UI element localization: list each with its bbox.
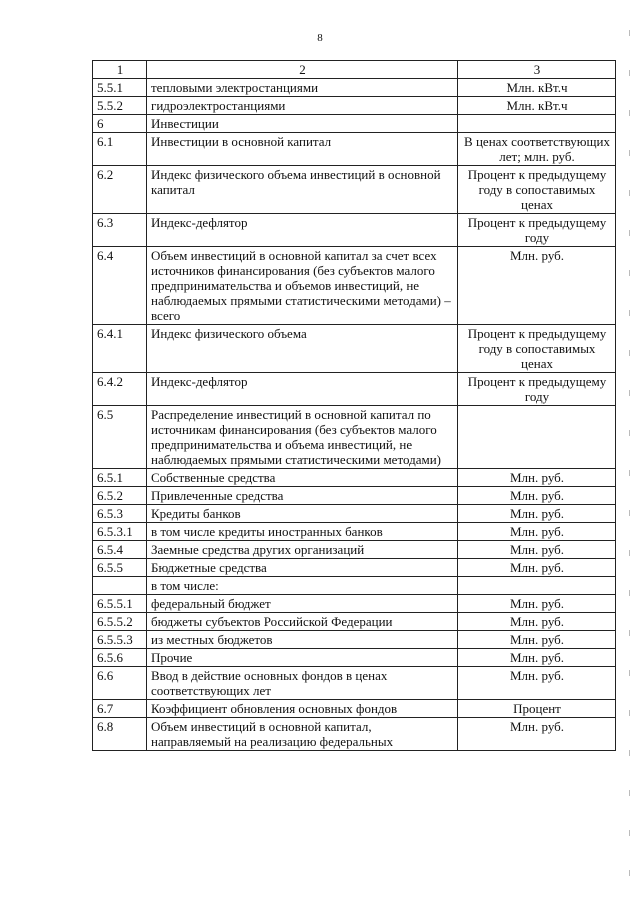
- table-row: [93, 487, 616, 505]
- row-name: Ввод в действие основных фондов в ценах соответствующих лет: [147, 667, 458, 700]
- table-row: [93, 406, 616, 469]
- row-name: Объем инвестиций в основной капитал за счет всех источников финансирования (без субъектов малого предпринимательства и объемов инвестиций, не наблюдаемых прямыми статистическими методами) – всего: [147, 247, 458, 325]
- table-row: [93, 595, 616, 613]
- row-code: 6: [93, 115, 147, 133]
- row-name: Собственные средства: [147, 469, 458, 487]
- table-header-row: [93, 61, 616, 79]
- table-row: [93, 133, 616, 166]
- row-unit: Млн. кВт.ч: [458, 97, 616, 115]
- row-code: 6.5.5.2: [93, 613, 147, 631]
- row-unit: Млн. руб.: [458, 559, 616, 577]
- row-unit: Млн. руб.: [458, 505, 616, 523]
- row-code: 6.3: [93, 214, 147, 247]
- row-code: [93, 577, 147, 595]
- table-row: [93, 649, 616, 667]
- header-col-2: 2: [147, 61, 458, 79]
- table-row: [93, 523, 616, 541]
- row-name: тепловыми электростанциями: [147, 79, 458, 97]
- header-col-1: 1: [93, 61, 147, 79]
- row-code: 6.5.5.1: [93, 595, 147, 613]
- row-code: 6.5.5: [93, 559, 147, 577]
- table-row: [93, 667, 616, 700]
- row-name: Привлеченные средства: [147, 487, 458, 505]
- row-code: 6.5.3.1: [93, 523, 147, 541]
- table-row: [93, 541, 616, 559]
- row-unit: [458, 406, 616, 469]
- row-code: 5.5.2: [93, 97, 147, 115]
- row-unit: Млн. руб.: [458, 631, 616, 649]
- table-row: [93, 700, 616, 718]
- row-name: в том числе кредиты иностранных банков: [147, 523, 458, 541]
- row-code: 6.4: [93, 247, 147, 325]
- row-code: 6.5.2: [93, 487, 147, 505]
- row-unit: Млн. руб.: [458, 613, 616, 631]
- row-name: из местных бюджетов: [147, 631, 458, 649]
- table-row: [93, 373, 616, 406]
- row-unit: [458, 577, 616, 595]
- row-code: 6.5.6: [93, 649, 147, 667]
- row-name: федеральный бюджет: [147, 595, 458, 613]
- table-row: [93, 325, 616, 373]
- row-name: гидроэлектростанциями: [147, 97, 458, 115]
- row-code: 6.2: [93, 166, 147, 214]
- row-unit: Млн. руб.: [458, 469, 616, 487]
- row-code: 6.8: [93, 718, 147, 751]
- row-name: Инвестиции: [147, 115, 458, 133]
- table-row: [93, 166, 616, 214]
- row-name: Коэффициент обновления основных фондов: [147, 700, 458, 718]
- row-unit: Млн. руб.: [458, 718, 616, 751]
- row-unit: [458, 115, 616, 133]
- row-code: 6.4.2: [93, 373, 147, 406]
- row-unit: Млн. руб.: [458, 487, 616, 505]
- row-unit: Процент к предыдущему году в сопоставимых ценах: [458, 325, 616, 373]
- row-name: Индекс-дефлятор: [147, 214, 458, 247]
- row-unit: Млн. кВт.ч: [458, 79, 616, 97]
- row-unit: Процент к предыдущему году: [458, 373, 616, 406]
- row-name: бюджеты субъектов Российской Федерации: [147, 613, 458, 631]
- table-row: [93, 247, 616, 325]
- table-row: [93, 469, 616, 487]
- row-name: Индекс-дефлятор: [147, 373, 458, 406]
- table-row: [93, 214, 616, 247]
- row-code: 6.5: [93, 406, 147, 469]
- row-unit: Млн. руб.: [458, 595, 616, 613]
- scan-edge-mark: [629, 30, 630, 890]
- row-unit: Млн. руб.: [458, 541, 616, 559]
- row-unit: Процент к предыдущему году в сопоставимых ценах: [458, 166, 616, 214]
- row-code: 6.1: [93, 133, 147, 166]
- row-name: Индекс физического объема: [147, 325, 458, 373]
- table-row: [93, 505, 616, 523]
- row-unit: В ценах соответствующих лет; млн. руб.: [458, 133, 616, 166]
- row-unit: Млн. руб.: [458, 649, 616, 667]
- row-code: 6.6: [93, 667, 147, 700]
- table-row: [93, 115, 616, 133]
- row-code: 6.5.4: [93, 541, 147, 559]
- row-name: Бюджетные средства: [147, 559, 458, 577]
- row-code: 6.7: [93, 700, 147, 718]
- table-row: [93, 79, 616, 97]
- row-name: Кредиты банков: [147, 505, 458, 523]
- page-number: 8: [317, 32, 323, 44]
- table-row: [93, 613, 616, 631]
- row-unit: Млн. руб.: [458, 667, 616, 700]
- row-unit: Процент к предыдущему году: [458, 214, 616, 247]
- row-code: 6.5.5.3: [93, 631, 147, 649]
- row-name: Индекс физического объема инвестиций в основной капитал: [147, 166, 458, 214]
- table-row: [93, 559, 616, 577]
- table-row: [93, 97, 616, 115]
- table-body: [93, 61, 616, 751]
- row-code: 6.5.1: [93, 469, 147, 487]
- table-row: [93, 718, 616, 751]
- row-name: Объем инвестиций в основной капитал, направляемый на реализацию федеральных: [147, 718, 458, 751]
- row-unit: Млн. руб.: [458, 523, 616, 541]
- table-row: [93, 631, 616, 649]
- row-unit: Процент: [458, 700, 616, 718]
- row-code: 6.4.1: [93, 325, 147, 373]
- row-name: Распределение инвестиций в основной капитал по источникам финансирования (без субъектов малого предпринимательства и объема инвестиций, не наблюдаемых прямыми статистическими методами): [147, 406, 458, 469]
- row-name: Прочие: [147, 649, 458, 667]
- row-name: Заемные средства других организаций: [147, 541, 458, 559]
- row-name: в том числе:: [147, 577, 458, 595]
- row-name: Инвестиции в основной капитал: [147, 133, 458, 166]
- row-code: 6.5.3: [93, 505, 147, 523]
- row-unit: Млн. руб.: [458, 247, 616, 325]
- row-code: 5.5.1: [93, 79, 147, 97]
- header-col-3: 3: [458, 61, 616, 79]
- indicator-table: [92, 60, 616, 751]
- table-row: [93, 577, 616, 595]
